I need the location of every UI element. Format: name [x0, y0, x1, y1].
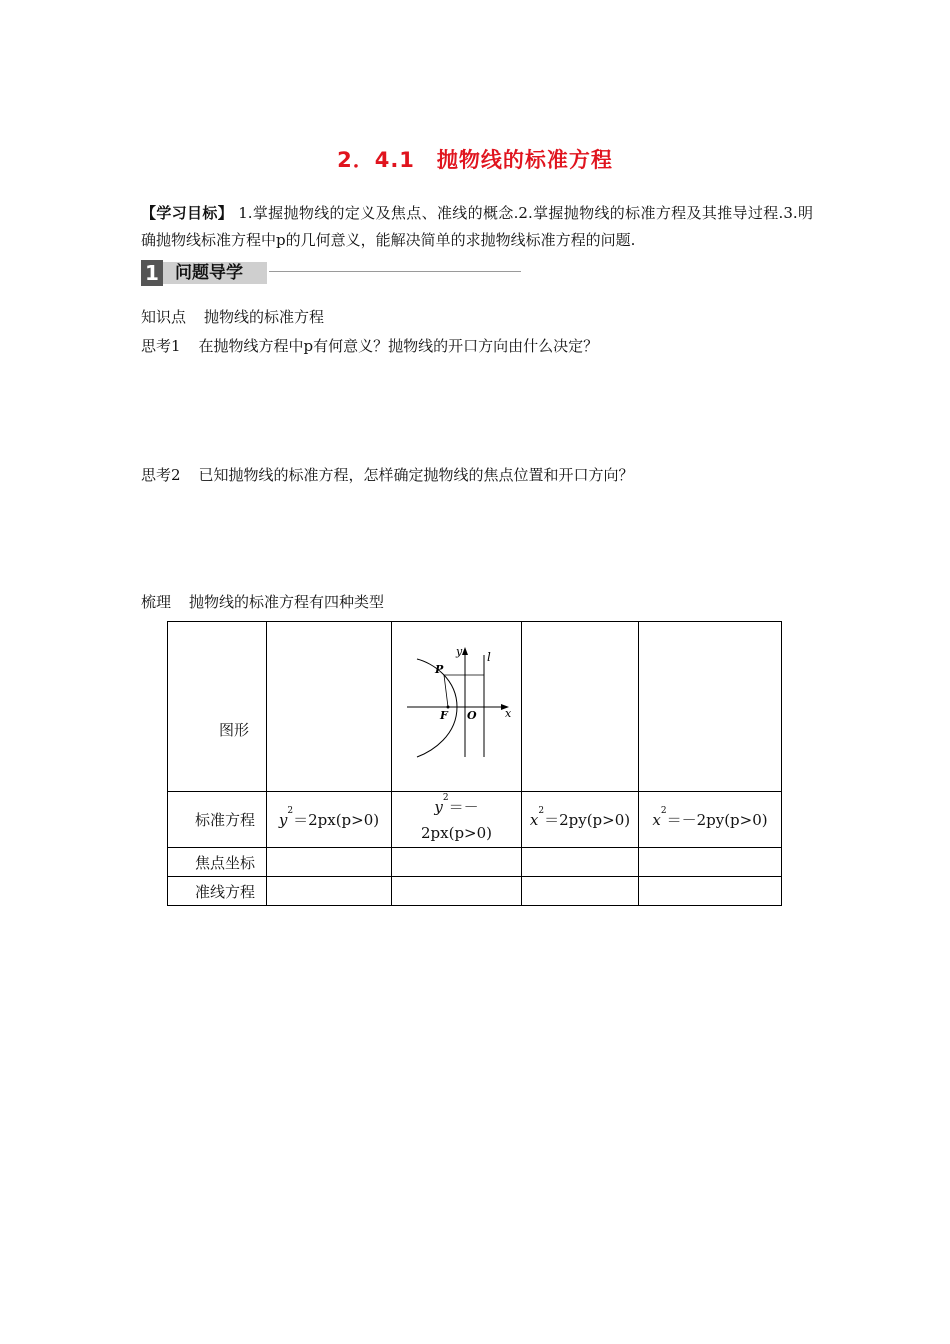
knowledge-text: 抛物线的标准方程	[204, 308, 325, 326]
table-row-figure	[168, 622, 782, 792]
focus-cell-2	[392, 848, 522, 877]
table-row-equation	[168, 792, 782, 848]
section-header	[141, 260, 523, 286]
equation-4: $x^2=-2py(p>0)$	[639, 792, 782, 848]
section-title: 问题导学	[175, 263, 243, 283]
summary-text: 抛物线的标准方程有四种类型	[189, 593, 385, 611]
row-label-directrix: 准线方程	[168, 877, 267, 906]
equation-3: $x^2=2py(p>0)$	[522, 792, 639, 848]
think1-head: 思考1	[141, 337, 181, 355]
learning-objectives	[141, 200, 813, 254]
page-title: 2．4.1 抛物线的标准方程	[337, 148, 613, 172]
focus-cell-3	[522, 848, 639, 877]
row-label-figure: 图形	[168, 622, 267, 792]
summary-head: 梳理	[141, 593, 172, 611]
equation-2: $y^2=-$ 2px(p>0)	[392, 792, 522, 848]
think-question-1	[141, 335, 598, 357]
directrix-cell-1	[267, 877, 392, 906]
section-divider	[269, 271, 521, 272]
summary	[141, 591, 384, 613]
section-number: 1	[141, 260, 163, 286]
directrix-cell-2	[392, 877, 522, 906]
point-p-label: P	[434, 662, 443, 676]
think2-head: 思考2	[141, 466, 181, 484]
row-label-focus: 焦点坐标	[168, 848, 267, 877]
directrix-cell-4	[639, 877, 782, 906]
parabola-types-table	[167, 621, 782, 906]
knowledge-point	[141, 306, 324, 328]
focus-cell-1	[267, 848, 392, 877]
origin-label: O	[466, 708, 477, 722]
table-row-directrix	[168, 877, 782, 906]
table-row-focus	[168, 848, 782, 877]
think1-text: 在抛物线方程中p有何意义？抛物线的开口方向由什么决定？	[198, 337, 599, 355]
focus-cell-4	[639, 848, 782, 877]
figure-cell-3	[522, 622, 639, 792]
knowledge-head: 知识点	[141, 308, 187, 326]
figure-cell-4	[639, 622, 782, 792]
objectives-text: 1.掌握抛物线的定义及焦点、准线的概念.2.掌握抛物线的标准方程及其推导过程.3.明确抛物线标准方程中p的几何意义，能解决简单的求抛物线标准方程的问题.	[141, 204, 813, 249]
figure-cell-1	[267, 622, 392, 792]
think2-text: 已知抛物线的标准方程，怎样确定抛物线的焦点位置和开口方向？	[198, 466, 634, 484]
figure-cell-2	[392, 622, 522, 792]
equation-1: $y^2=2px(p>0)$	[267, 792, 392, 848]
directrix-cell-3	[522, 877, 639, 906]
focus-f-label: F	[439, 708, 448, 722]
row-label-equation: 标准方程	[168, 792, 267, 848]
parabola-left-opening-diagram	[393, 645, 521, 765]
x-axis-label: x	[504, 706, 511, 720]
objectives-label: 【学习目标】	[141, 204, 234, 222]
think-question-2	[141, 464, 634, 486]
y-axis-label: y	[455, 644, 462, 658]
directrix-label: l	[486, 649, 491, 664]
